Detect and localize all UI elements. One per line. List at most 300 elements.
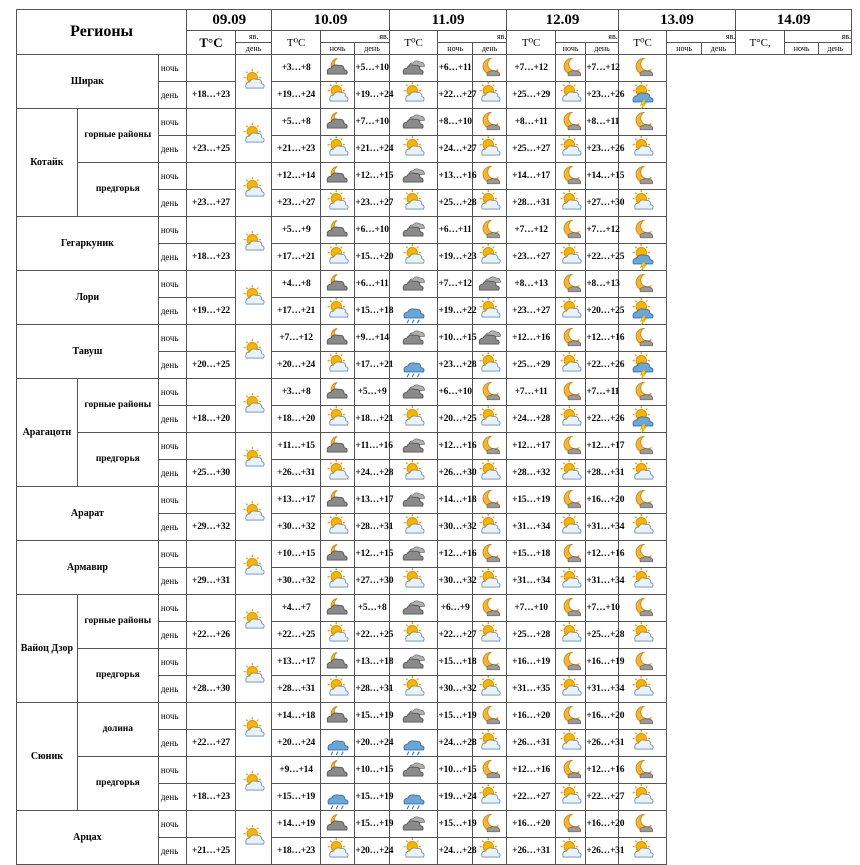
subregion-name: долина	[77, 703, 158, 757]
temp-10: +17…+21	[272, 298, 321, 325]
clouds-icon	[472, 325, 506, 352]
temp-14: +31…+34	[586, 676, 618, 703]
moon-icon	[472, 757, 506, 784]
period-label: день	[158, 352, 186, 379]
temp-12: +10…+15	[438, 325, 472, 352]
sun-cloud-icon	[555, 352, 585, 379]
moon-icon	[472, 487, 506, 514]
temp-11: +21…+24	[355, 136, 389, 163]
sun-cloud-icon	[618, 190, 667, 217]
temp-10: +5…+9	[272, 217, 321, 244]
moon-cloud-icon	[320, 487, 354, 514]
table-row	[17, 325, 852, 352]
temp-12: +15…+19	[438, 703, 472, 730]
sun-cloud-icon	[320, 136, 354, 163]
moon-icon	[472, 217, 506, 244]
temp-12: +10…+15	[438, 757, 472, 784]
period-label: день	[158, 784, 186, 811]
clouds-icon	[389, 379, 438, 406]
moon-icon	[555, 433, 585, 460]
temp-10: +3…+8	[272, 55, 321, 82]
table-row	[17, 541, 852, 568]
temp-12: +13…+16	[438, 163, 472, 190]
temp-12: +22…+27	[438, 622, 472, 649]
subregion-name: горные районы	[77, 379, 158, 433]
moon-icon	[472, 595, 506, 622]
period-label: ночь	[158, 325, 186, 352]
temp-13: +31…+34	[507, 514, 556, 541]
temp-13: +16…+19	[507, 649, 556, 676]
subregion-name: горные районы	[77, 595, 158, 649]
temp-11: +20…+24	[355, 730, 389, 757]
sun-cloud-icon	[320, 244, 354, 271]
clouds-icon	[389, 541, 438, 568]
moon-icon	[618, 541, 667, 568]
sun-cloud-icon	[555, 676, 585, 703]
sun-cloud-icon	[235, 757, 271, 811]
temp-13: +12…+16	[507, 325, 556, 352]
temp-14: +27…+30	[586, 190, 618, 217]
sun-cloud-icon	[320, 352, 354, 379]
moon-icon	[618, 757, 667, 784]
temp-12: +30…+32	[438, 568, 472, 595]
temp-11: +12…+15	[355, 541, 389, 568]
temp-14: +31…+34	[586, 568, 618, 595]
temp-11: +12…+15	[355, 163, 389, 190]
rain-icon	[320, 784, 354, 811]
temp-09	[187, 757, 236, 784]
temp-12: +22…+27	[438, 82, 472, 109]
temp-10: +20…+24	[272, 352, 321, 379]
sun-cloud-icon	[555, 622, 585, 649]
moon-icon	[555, 541, 585, 568]
temp-14: +12…+16	[586, 757, 618, 784]
temp-09	[187, 487, 236, 514]
temp-10: +23…+27	[272, 190, 321, 217]
moon-icon	[618, 217, 667, 244]
temp-11: +15…+19	[355, 811, 389, 838]
temp-09: +23…+27	[187, 190, 236, 217]
temp-10: +17…+21	[272, 244, 321, 271]
moon-icon	[555, 325, 585, 352]
moon-icon	[555, 109, 585, 136]
sun-cloud-icon	[389, 406, 438, 433]
sun-cloud-icon	[555, 82, 585, 109]
yav-header: яв.	[784, 31, 851, 43]
temp-10: +30…+32	[272, 514, 321, 541]
temp-10: +13…+17	[272, 487, 321, 514]
sun-cloud-icon	[472, 568, 506, 595]
temp-13: +26…+31	[507, 730, 556, 757]
table-row	[17, 379, 852, 406]
sun-cloud-icon	[555, 514, 585, 541]
moon-icon	[555, 595, 585, 622]
moon-icon	[618, 379, 667, 406]
moon-icon	[618, 433, 667, 460]
temp-10: +13…+17	[272, 649, 321, 676]
temp-12: +6…+11	[438, 217, 472, 244]
temp-10: +3…+8	[272, 379, 321, 406]
temp-13: +28…+32	[507, 460, 556, 487]
moon-icon	[618, 271, 667, 298]
period-label: день	[158, 244, 186, 271]
temp-09: +18…+23	[187, 244, 236, 271]
clouds-icon	[389, 703, 438, 730]
temp-10: +14…+18	[272, 703, 321, 730]
sun-cloud-icon	[618, 514, 667, 541]
temp-12: +19…+24	[438, 784, 472, 811]
sun-cloud-icon	[472, 730, 506, 757]
temp-09: +21…+25	[187, 838, 236, 865]
date-header: 10.09	[272, 10, 390, 31]
sun-cloud-icon	[618, 460, 667, 487]
temp-10: +18…+23	[272, 838, 321, 865]
region-name: Армавир	[17, 541, 159, 595]
table-row	[17, 487, 852, 514]
sun-cloud-icon	[320, 676, 354, 703]
moon-icon	[472, 433, 506, 460]
temp-13: +25…+29	[507, 352, 556, 379]
sun-cloud-icon	[235, 433, 271, 487]
temp-11: +5…+10	[355, 55, 389, 82]
subregion-name: предгорья	[77, 649, 158, 703]
forecast-table	[16, 9, 852, 865]
temp-09: +29…+31	[187, 568, 236, 595]
temp-10: +4…+8	[272, 271, 321, 298]
yav-header: яв.	[320, 31, 389, 43]
moon-cloud-icon	[320, 541, 354, 568]
clouds-icon	[389, 109, 438, 136]
clouds-icon	[389, 271, 438, 298]
moon-icon	[618, 703, 667, 730]
temp-13: +12…+16	[507, 757, 556, 784]
temp-14: +23…+26	[586, 82, 618, 109]
moon-cloud-icon	[320, 757, 354, 784]
sun-cloud-icon	[472, 352, 506, 379]
storm-icon	[618, 406, 667, 433]
temp-13: +15…+19	[507, 487, 556, 514]
sun-cloud-icon	[389, 676, 438, 703]
temp-13: +23…+27	[507, 244, 556, 271]
table-row	[17, 757, 852, 784]
sun-cloud-icon	[472, 136, 506, 163]
temp-09: +18…+23	[187, 784, 236, 811]
temp-10: +4…+7	[272, 595, 321, 622]
sun-cloud-icon	[555, 784, 585, 811]
moon-cloud-icon	[320, 325, 354, 352]
temp-11: +7…+10	[355, 109, 389, 136]
sun-cloud-icon	[320, 82, 354, 109]
temp-12: +20…+25	[438, 406, 472, 433]
period-label: день	[158, 730, 186, 757]
temp-09	[187, 55, 236, 82]
period-label: ночь	[158, 379, 186, 406]
day-header: день	[819, 43, 852, 55]
clouds-icon	[389, 217, 438, 244]
region-name: Арагацотн	[17, 379, 78, 487]
moon-icon	[472, 811, 506, 838]
temp-11: +17…+21	[355, 352, 389, 379]
moon-icon	[472, 649, 506, 676]
temp-11: +15…+19	[355, 784, 389, 811]
moon-icon	[555, 757, 585, 784]
moon-icon	[618, 811, 667, 838]
region-name: Вайоц Дзор	[17, 595, 78, 703]
period-label: день	[158, 82, 186, 109]
period-label: ночь	[158, 217, 186, 244]
temp-09	[187, 325, 236, 352]
temp-14: +8…+13	[586, 271, 618, 298]
sun-cloud-icon	[389, 136, 438, 163]
sun-cloud-icon	[235, 487, 271, 541]
sun-cloud-icon	[235, 109, 271, 163]
sun-cloud-icon	[389, 622, 438, 649]
period-label: ночь	[158, 649, 186, 676]
moon-icon	[555, 217, 585, 244]
temp-12: +15…+18	[438, 649, 472, 676]
sun-cloud-icon	[235, 325, 271, 379]
region-name: Арарат	[17, 487, 159, 541]
moon-icon	[555, 271, 585, 298]
sun-cloud-icon	[555, 244, 585, 271]
region-name: Ширак	[17, 55, 159, 109]
temp-11: +19…+24	[355, 82, 389, 109]
temp-14: +14…+15	[586, 163, 618, 190]
sun-cloud-icon	[472, 406, 506, 433]
temp-09	[187, 163, 236, 190]
period-label: ночь	[158, 163, 186, 190]
clouds-icon	[389, 757, 438, 784]
clouds-icon	[389, 55, 438, 82]
temp-header: T⁰C	[618, 31, 667, 55]
temp-09	[187, 649, 236, 676]
temp-10: +19…+24	[272, 82, 321, 109]
temp-11: +24…+28	[355, 460, 389, 487]
moon-icon	[618, 325, 667, 352]
sun-cloud-icon	[235, 217, 271, 271]
temp-09: +23…+25	[187, 136, 236, 163]
region-name: Тавуш	[17, 325, 159, 379]
temp-12: +6…+10	[438, 379, 472, 406]
temp-13: +14…+17	[507, 163, 556, 190]
temp-09: +18…+23	[187, 82, 236, 109]
temp-10: +15…+19	[272, 784, 321, 811]
sun-cloud-icon	[320, 568, 354, 595]
storm-icon	[618, 82, 667, 109]
sun-cloud-icon	[389, 244, 438, 271]
temp-09	[187, 595, 236, 622]
temp-14: +22…+26	[586, 406, 618, 433]
sun-cloud-icon	[472, 244, 506, 271]
table-row	[17, 703, 852, 730]
temp-09	[187, 811, 236, 838]
temp-10: +5…+8	[272, 109, 321, 136]
night-header: ночь	[320, 43, 354, 55]
storm-icon	[618, 244, 667, 271]
temp-13: +7…+11	[507, 379, 556, 406]
temp-13: +12…+17	[507, 433, 556, 460]
table-row	[17, 217, 852, 244]
period-label: день	[158, 838, 186, 865]
temp-11: +5…+9	[355, 379, 389, 406]
sun-cloud-icon	[618, 622, 667, 649]
storm-icon	[618, 352, 667, 379]
temp-14: +16…+20	[586, 703, 618, 730]
period-label: ночь	[158, 757, 186, 784]
moon-cloud-icon	[320, 109, 354, 136]
clouds-icon	[389, 649, 438, 676]
temp-09	[187, 271, 236, 298]
temp-12: +12…+16	[438, 433, 472, 460]
temp-10: +20…+24	[272, 730, 321, 757]
sun-cloud-icon	[235, 703, 271, 757]
temp-09: +20…+25	[187, 352, 236, 379]
yav-header: яв.	[667, 31, 736, 43]
day-header: день	[472, 43, 506, 55]
date-header: 11.09	[389, 10, 507, 31]
temp-09	[187, 217, 236, 244]
moon-cloud-icon	[320, 55, 354, 82]
temp-12: +6…+9	[438, 595, 472, 622]
sun-cloud-icon	[618, 838, 667, 865]
sun-cloud-icon	[235, 595, 271, 649]
sun-cloud-icon	[320, 514, 354, 541]
temp-14: +7…+12	[586, 217, 618, 244]
temp-09: +19…+22	[187, 298, 236, 325]
temp-14: +16…+19	[586, 649, 618, 676]
sun-cloud-icon	[389, 568, 438, 595]
region-name: Сюник	[17, 703, 78, 811]
subregion-name: горные районы	[77, 109, 158, 163]
temp-13: +23…+27	[507, 298, 556, 325]
day-header: день	[586, 43, 618, 55]
temp-13: +26…+31	[507, 838, 556, 865]
temp-header: T°C	[187, 31, 236, 55]
temp-14: +26…+31	[586, 730, 618, 757]
region-name: Котайк	[17, 109, 78, 217]
region-name: Арцах	[17, 811, 159, 865]
temp-14: +25…+28	[586, 622, 618, 649]
moon-icon	[472, 703, 506, 730]
temp-09: +22…+26	[187, 622, 236, 649]
table-row	[17, 163, 852, 190]
moon-icon	[472, 379, 506, 406]
temp-13: +7…+12	[507, 55, 556, 82]
temp-11: +6…+10	[355, 217, 389, 244]
sun-cloud-icon	[320, 622, 354, 649]
temp-09	[187, 109, 236, 136]
subregion-name: предгорья	[77, 433, 158, 487]
temp-09	[187, 541, 236, 568]
sun-cloud-icon	[320, 406, 354, 433]
temp-11: +15…+18	[355, 298, 389, 325]
moon-icon	[618, 595, 667, 622]
temp-11: +27…+30	[355, 568, 389, 595]
sun-cloud-icon	[555, 136, 585, 163]
regions-header: Регионы	[17, 10, 187, 55]
night-header: ночь	[555, 43, 585, 55]
temp-10: +10…+15	[272, 541, 321, 568]
temp-13: +25…+27	[507, 136, 556, 163]
moon-cloud-icon	[320, 271, 354, 298]
temp-11: +6…+11	[355, 271, 389, 298]
temp-10: +12…+14	[272, 163, 321, 190]
temp-10: +21…+23	[272, 136, 321, 163]
sun-cloud-icon	[320, 190, 354, 217]
table-row	[17, 811, 852, 838]
period-label: день	[158, 514, 186, 541]
temp-14: +7…+11	[586, 379, 618, 406]
period-label: день	[158, 460, 186, 487]
moon-icon	[472, 163, 506, 190]
temp-11: +15…+20	[355, 244, 389, 271]
temp-11: +9…+14	[355, 325, 389, 352]
moon-cloud-icon	[320, 649, 354, 676]
temp-13: +16…+20	[507, 703, 556, 730]
period-label: день	[158, 136, 186, 163]
rain-icon	[389, 352, 438, 379]
sun-cloud-icon	[472, 784, 506, 811]
temp-11: +13…+17	[355, 487, 389, 514]
temp-12: +15…+19	[438, 811, 472, 838]
period-label: день	[158, 406, 186, 433]
temp-12: +14…+18	[438, 487, 472, 514]
temp-14: +28…+31	[586, 460, 618, 487]
period-label: ночь	[158, 109, 186, 136]
clouds-icon	[389, 433, 438, 460]
day-header: день	[235, 43, 271, 55]
clouds-icon	[389, 163, 438, 190]
period-label: ночь	[158, 595, 186, 622]
moon-icon	[555, 811, 585, 838]
moon-icon	[618, 487, 667, 514]
moon-icon	[555, 55, 585, 82]
sun-cloud-icon	[555, 298, 585, 325]
temp-13: +31…+35	[507, 676, 556, 703]
moon-icon	[472, 55, 506, 82]
sun-cloud-icon	[472, 190, 506, 217]
sun-cloud-icon	[555, 838, 585, 865]
sun-cloud-icon	[389, 190, 438, 217]
temp-11: +20…+24	[355, 838, 389, 865]
temp-13: +16…+20	[507, 811, 556, 838]
temp-13: +7…+10	[507, 595, 556, 622]
sun-cloud-icon	[235, 541, 271, 595]
temp-header: T⁰C	[507, 31, 556, 55]
table-row	[17, 271, 852, 298]
moon-cloud-icon	[320, 811, 354, 838]
sun-cloud-icon	[389, 514, 438, 541]
period-label: день	[158, 298, 186, 325]
sun-cloud-icon	[472, 298, 506, 325]
table-row	[17, 649, 852, 676]
rain-icon	[389, 784, 438, 811]
temp-09: +29…+32	[187, 514, 236, 541]
moon-cloud-icon	[320, 595, 354, 622]
sun-cloud-icon	[235, 163, 271, 217]
temp-11: +11…+16	[355, 433, 389, 460]
sun-cloud-icon	[618, 568, 667, 595]
sun-cloud-icon	[555, 406, 585, 433]
moon-icon	[555, 487, 585, 514]
temp-14: +22…+27	[586, 784, 618, 811]
temp-12: +30…+32	[438, 514, 472, 541]
sun-cloud-icon	[389, 838, 438, 865]
temp-12: +24…+28	[438, 838, 472, 865]
temp-10: +14…+19	[272, 811, 321, 838]
temp-14: +12…+16	[586, 325, 618, 352]
night-header: ночь	[784, 43, 818, 55]
